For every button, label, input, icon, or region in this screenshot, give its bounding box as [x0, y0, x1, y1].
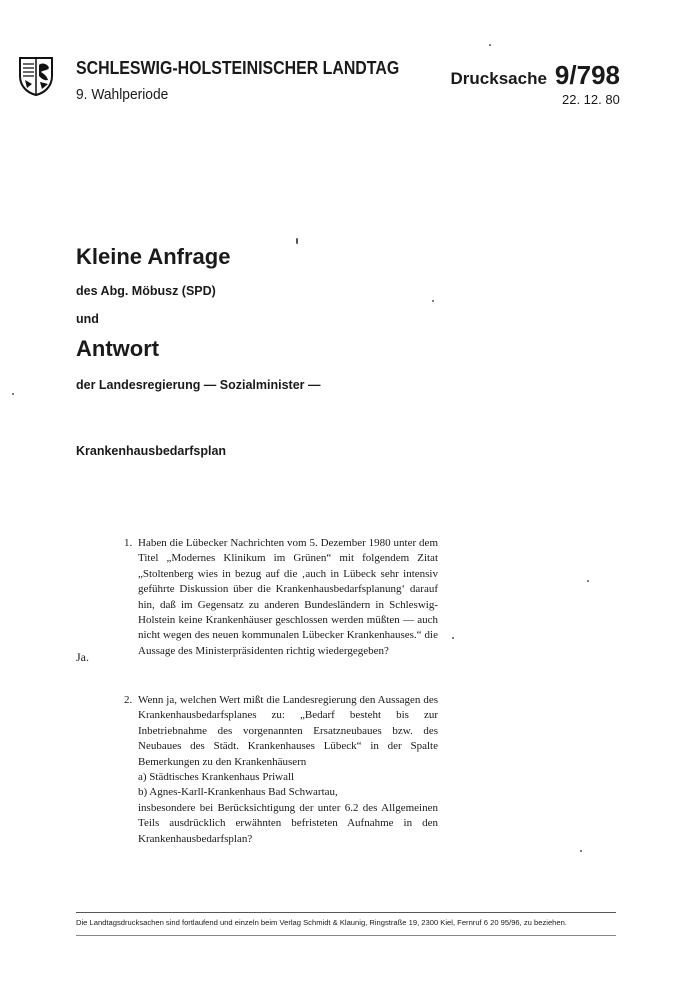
document-number: 9/798: [554, 60, 620, 90]
heading-antwort: Antwort: [76, 336, 160, 361]
document-label: Drucksache: [450, 69, 547, 88]
footer-note: Die Landtagsdrucksachen sind fortlaufend und einzeln beim Verlag Schmidt & Klaunig, Ringstraße 19, 2300 Kiel, Fernruf 6 20 95/96, zu beziehen.: [76, 918, 567, 927]
subject-heading: Krankenhausbedarfsplan: [76, 444, 227, 458]
parliament-name: SCHLESWIG-HOLSTEINISCHER LANDTAG: [76, 57, 400, 78]
question-2-body-after: insbesondere bei Berücksichtigung der unter 6.2 des Allgemeinen Teils ausdrücklich erwähnten befristeten Aufnahme in den Krankenhausbedarfsplan?: [138, 801, 438, 845]
answer-1: Ja.: [76, 650, 89, 664]
scan-speck: [452, 637, 454, 639]
question-1-text: [138, 536, 438, 659]
scan-speck: [12, 393, 14, 395]
responder-line: der Landesregierung — Sozialminister —: [76, 378, 321, 392]
question-1-body: Haben die Lübecker Nachrichten vom 5. Dezember 1980 unter dem Titel „Modernes Klinikum im Grünen“ mit folgendem Zitat „Stoltenberg wies in bezug auf die ‚auch in Lübeck sehr intensiv geführte Diskussion über die Krankenhausbedarfsplanung‘ darauf hin, daß im Gegensatz zu anderen Bundesländern in Schleswig-Holstein keine Krankenhäuser geschlossen werden müßten — auch nicht wegen des neuen kommunalen Lübecker Krankenhauses.“ die Aussage des Ministerpräsidenten richtig wiedergegeben?: [138, 537, 438, 657]
question-2-item-b: b) Agnes-Karll-Krankenhaus Bad Schwartau,: [138, 786, 338, 799]
document-number-block: [451, 60, 620, 91]
author-line: des Abg. Möbusz (SPD): [76, 284, 216, 298]
heading-kleine-anfrage: Kleine Anfrage: [76, 244, 231, 269]
state-coat-of-arms-icon: [18, 56, 54, 96]
scan-speck: [587, 580, 589, 582]
scan-speck: [296, 238, 298, 244]
question-2-number: 2.: [124, 694, 133, 706]
legislative-period: 9. Wahlperiode: [76, 86, 169, 103]
document-date: 22. 12. 80: [562, 92, 620, 107]
scan-speck: [489, 44, 491, 46]
scan-speck: [432, 300, 434, 302]
question-2-item-a: a) Städtisches Krankenhaus Priwall: [138, 771, 295, 784]
scan-speck: [580, 850, 582, 852]
question-1-number: 1.: [124, 537, 133, 549]
question-2-body: Wenn ja, welchen Wert mißt die Landesregierung den Aussagen des Krankenhausbedarfsplanes zu: „Bedarf besteht bis zur Inbetriebnahme des vorgenannten Ersatzneubaues bzw. des Neubaues des Städt. Krankenhauses Lübeck“ in der Spalte Bemerkungen zu den Krankenhäusern: [138, 694, 438, 768]
footer-rule: [76, 912, 616, 913]
question-2-text: [138, 693, 438, 847]
footer-rule-bottom: [76, 935, 616, 936]
connector-und: und: [76, 312, 99, 326]
